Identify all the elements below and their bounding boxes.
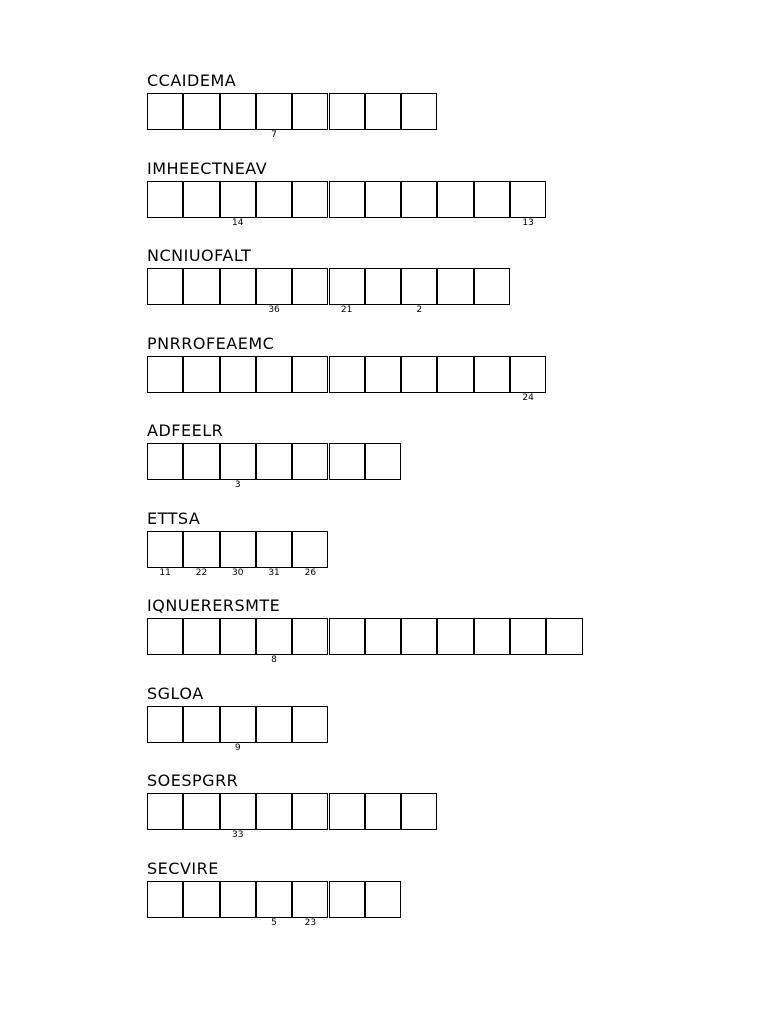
letter-box[interactable] xyxy=(256,181,292,218)
letter-box[interactable] xyxy=(256,531,292,568)
letter-box[interactable] xyxy=(401,268,437,305)
scrambled-word: SGLOA xyxy=(147,683,204,703)
scrambled-word: SECVIRE xyxy=(147,858,219,878)
answer-box-row xyxy=(147,706,280,753)
word-block-9 xyxy=(147,771,280,859)
letter-box[interactable] xyxy=(292,181,328,218)
letter-box[interactable] xyxy=(147,881,183,918)
answer-box-row xyxy=(147,618,280,665)
word-block-7 xyxy=(147,596,280,684)
scrambled-word: PNRROFEAEMC xyxy=(147,333,275,353)
clue-number: 31 xyxy=(268,567,280,578)
letter-box[interactable] xyxy=(147,356,183,393)
letter-box[interactable] xyxy=(147,706,183,743)
clue-number: 30 xyxy=(232,567,244,578)
word-block-1 xyxy=(147,71,280,159)
letter-box[interactable] xyxy=(401,618,437,655)
letter-box[interactable] xyxy=(183,881,219,918)
letter-box[interactable] xyxy=(401,181,437,218)
letter-box[interactable] xyxy=(329,356,365,393)
letter-box[interactable] xyxy=(546,618,582,655)
answer-box-row xyxy=(147,181,534,228)
letter-box[interactable] xyxy=(256,881,292,918)
letter-box[interactable] xyxy=(183,356,219,393)
word-block-6 xyxy=(147,508,317,597)
letter-box[interactable] xyxy=(220,793,256,830)
letter-box[interactable] xyxy=(147,268,183,305)
answer-box-row xyxy=(147,356,534,403)
answer-box-row xyxy=(147,531,317,578)
clue-number: 8 xyxy=(271,655,277,665)
scrambled-word: ADFEELR xyxy=(147,421,224,440)
letter-box[interactable] xyxy=(292,93,328,130)
letter-box[interactable] xyxy=(329,793,365,830)
word-block-5 xyxy=(147,421,280,509)
letter-box[interactable] xyxy=(220,706,256,743)
scrambled-word: ETTSA xyxy=(147,508,201,528)
letter-box[interactable] xyxy=(220,531,256,568)
scrambled-word: IMHEECTNEAV xyxy=(147,158,268,178)
clue-number: 13 xyxy=(522,217,534,228)
letter-box[interactable] xyxy=(437,618,473,655)
letter-box[interactable] xyxy=(292,443,328,480)
word-block-2 xyxy=(147,158,534,247)
letter-box[interactable] xyxy=(220,268,256,305)
letter-box[interactable] xyxy=(401,793,437,830)
word-block-3 xyxy=(147,246,423,334)
letter-box[interactable] xyxy=(329,93,365,130)
letter-box[interactable] xyxy=(401,356,437,393)
letter-box[interactable] xyxy=(256,618,292,655)
letter-box[interactable] xyxy=(183,706,219,743)
letter-box[interactable] xyxy=(147,181,183,218)
letter-box[interactable] xyxy=(256,356,292,393)
letter-box[interactable] xyxy=(183,531,219,568)
letter-box[interactable] xyxy=(474,356,510,393)
clue-number: 5 xyxy=(271,917,277,928)
letter-box[interactable] xyxy=(329,881,365,918)
letter-box[interactable] xyxy=(183,268,219,305)
letter-box[interactable] xyxy=(474,268,510,305)
letter-box[interactable] xyxy=(292,356,328,393)
clue-number: 26 xyxy=(304,567,317,578)
letter-box[interactable] xyxy=(365,793,401,830)
clue-number: 23 xyxy=(304,917,317,928)
letter-box[interactable] xyxy=(183,93,219,130)
answer-box-row xyxy=(147,93,280,140)
letter-box[interactable] xyxy=(437,356,473,393)
letter-box[interactable] xyxy=(183,793,219,830)
letter-box[interactable] xyxy=(365,618,401,655)
letter-box[interactable] xyxy=(183,181,219,218)
letter-box[interactable] xyxy=(220,181,256,218)
letter-box[interactable] xyxy=(147,93,183,130)
letter-box[interactable] xyxy=(147,793,183,830)
scrambled-word: NCNIUOFALT xyxy=(147,246,252,265)
word-block-10 xyxy=(147,858,317,947)
letter-box[interactable] xyxy=(220,356,256,393)
letter-box[interactable] xyxy=(329,443,365,480)
letter-box[interactable] xyxy=(365,268,401,305)
letter-box[interactable] xyxy=(256,706,292,743)
letter-box[interactable] xyxy=(510,356,546,393)
letter-box[interactable] xyxy=(220,443,256,480)
letter-box[interactable] xyxy=(510,618,546,655)
scrambled-word: SOESPGRR xyxy=(147,771,239,790)
clue-number: 11 xyxy=(159,567,171,578)
letter-box[interactable] xyxy=(220,881,256,918)
letter-box[interactable] xyxy=(437,181,473,218)
letter-box[interactable] xyxy=(256,268,292,305)
letter-box[interactable] xyxy=(292,793,328,830)
letter-box[interactable] xyxy=(474,618,510,655)
letter-box[interactable] xyxy=(292,706,328,743)
clue-number: 9 xyxy=(234,742,241,753)
answer-box-row xyxy=(147,443,280,490)
letter-box[interactable] xyxy=(292,268,328,305)
letter-box[interactable] xyxy=(474,181,510,218)
letter-box[interactable] xyxy=(365,181,401,218)
letter-box[interactable] xyxy=(256,793,292,830)
letter-box[interactable] xyxy=(220,618,256,655)
letter-box[interactable] xyxy=(329,268,365,305)
answer-box-row xyxy=(147,793,280,840)
clue-number: 36 xyxy=(268,305,280,315)
letter-box[interactable] xyxy=(329,618,365,655)
letter-box[interactable] xyxy=(256,93,292,130)
clue-number: 33 xyxy=(232,830,244,840)
letter-box[interactable] xyxy=(183,443,219,480)
letter-box[interactable] xyxy=(365,93,401,130)
clue-number: 22 xyxy=(195,567,208,578)
letter-box[interactable] xyxy=(292,531,328,568)
letter-box[interactable] xyxy=(220,93,256,130)
scrambled-word: IQNUERERSMTE xyxy=(147,596,281,615)
letter-box[interactable] xyxy=(401,93,437,130)
letter-box[interactable] xyxy=(329,181,365,218)
scrambled-word: CCAIDEMA xyxy=(147,71,237,90)
letter-box[interactable] xyxy=(510,181,546,218)
letter-box[interactable] xyxy=(292,618,328,655)
clue-number: 24 xyxy=(522,392,534,403)
answer-box-row xyxy=(147,268,423,315)
word-block-4 xyxy=(147,333,534,422)
word-block-8 xyxy=(147,684,280,772)
clue-number: 2 xyxy=(416,305,423,315)
letter-box[interactable] xyxy=(183,618,219,655)
letter-box[interactable] xyxy=(147,618,183,655)
clue-number: 14 xyxy=(232,217,244,228)
clue-number: 7 xyxy=(271,130,277,140)
letter-box[interactable] xyxy=(365,356,401,393)
letter-box[interactable] xyxy=(437,268,473,305)
letter-box[interactable] xyxy=(365,881,401,918)
letter-box[interactable] xyxy=(256,443,292,480)
answer-box-row xyxy=(147,881,317,928)
word-scramble-puzzle xyxy=(147,71,534,946)
letter-box[interactable] xyxy=(147,443,183,480)
letter-box[interactable] xyxy=(147,531,183,568)
clue-number: 3 xyxy=(234,480,241,490)
letter-box[interactable] xyxy=(292,881,328,918)
clue-number: 21 xyxy=(340,305,353,315)
letter-box[interactable] xyxy=(365,443,401,480)
